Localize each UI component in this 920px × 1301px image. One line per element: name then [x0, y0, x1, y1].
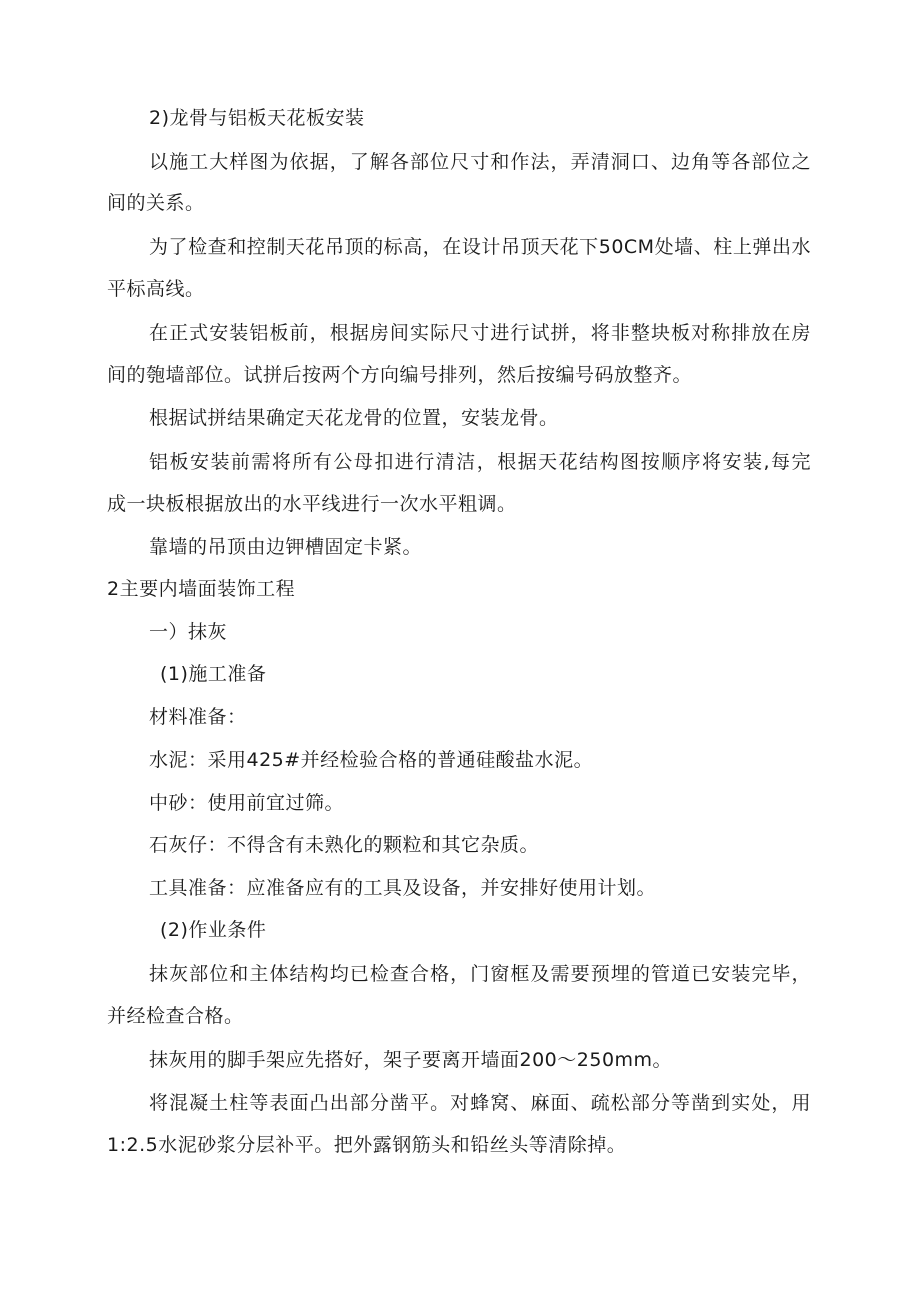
paragraph-3-line-1: 在正式安装铝板前，根据房间实际尺寸进行试拼，将非整块板对称排放在房 — [149, 322, 811, 344]
condition-2: 抹灰用的脚手架应先搭好，架子要离开墙面200〜250mm。 — [149, 1049, 673, 1071]
paragraph-2-line-2: 平标高线。 — [107, 278, 205, 300]
subsection-heading-plastering: 一）抹灰 — [149, 621, 228, 643]
paragraph-2-line-1: 为了检查和控制天花吊顶的标高，在设计吊顶天花下50CM处墙、柱上弹出水 — [149, 236, 811, 258]
paragraph-3-line-2: 间的匏墙部位。试拼后按两个方向编号排列，然后按编号码放整齐。 — [107, 364, 693, 386]
condition-1-line-1: 抹灰部位和主体结构均已检查合格，门窗框及需要预埋的管道已安装完毕， — [149, 963, 811, 985]
sand-spec: 中砂：使用前宜过筛。 — [149, 792, 345, 814]
condition-3-line-1: 将混凝土柱等表面凸出部分凿平。对蜂窝、麻面、疏松部分等凿到实处，用 — [149, 1092, 811, 1114]
tools-spec: 工具准备：应准备应有的工具及设备，并安排好使用计划。 — [149, 877, 657, 899]
paragraph-1-line-2: 间的关系。 — [107, 192, 205, 214]
paragraph-6: 靠墙的吊顶由边钾槽固定卡紧。 — [149, 536, 423, 558]
item-heading-preparation: (1)施工准备 — [160, 663, 267, 685]
condition-3-line-2: 1:2.5水泥砂浆分层补平。把外露钢筋头和铅丝头等清除掉。 — [107, 1134, 627, 1156]
heading-keel-aluminum-ceiling: 2)龙骨与铝板天花板安装 — [149, 107, 365, 129]
condition-1-line-2: 并经检查合格。 — [107, 1005, 244, 1027]
paragraph-4: 根据试拼结果确定天花龙骨的位置，安装龙骨。 — [149, 407, 559, 429]
lime-spec: 石灰仔：不得含有未熟化的颗粒和其它杂质。 — [149, 834, 540, 856]
paragraph-5-line-2: 成一块板根据放出的水平线进行一次水平粗调。 — [107, 493, 517, 515]
section-heading-interior-wall: 2主要内墙面装饰工程 — [107, 578, 296, 600]
paragraph-5-line-1: 铝板安装前需将所有公母扣进行清洁，根据天花结构图按顺序将安装,每完 — [149, 451, 811, 473]
paragraph-1-line-1: 以施工大样图为依据，了解各部位尺寸和作法，弄清洞口、边角等各部位之 — [149, 151, 811, 173]
item-heading-work-conditions: (2)作业条件 — [160, 919, 267, 941]
materials-label: 材料准备： — [149, 706, 247, 728]
cement-spec: 水泥：采用425#并经检验合格的普通硅酸盐水泥。 — [149, 749, 594, 771]
